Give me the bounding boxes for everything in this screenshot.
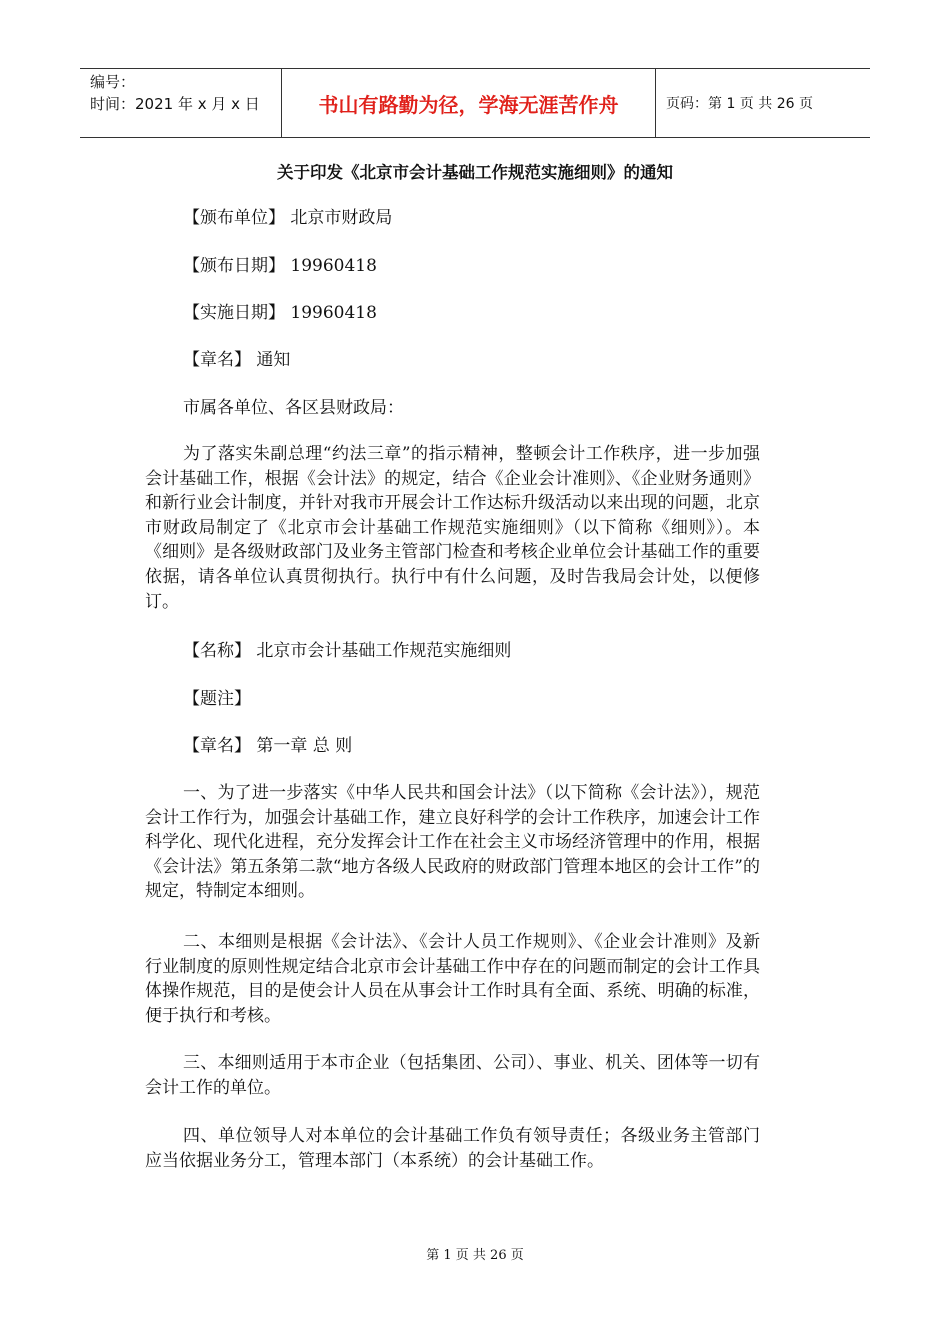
effective-date-line: 【实施日期】 19960418 [183, 303, 377, 323]
page-footer: 第 1 页 共 26 页 [426, 1248, 524, 1263]
issuer-line: 【颁布单位】 北京市财政局 [183, 208, 393, 228]
article-paragraph: 四、单位领导人对本单位的会计基础工作负有领导责任；各级业务主管部门应当依据业务分工，管理本部门（本系统）的会计基础工作。 [145, 1126, 760, 1171]
article-paragraph: 一、为了进一步落实《中华人民共和国会计法》（以下简称《会计法》），规范会计工作行为，加强会计基础工作，建立良好科学的会计工作秩序，加速会计工作科学化、现代化进程，充分发挥会计工作在社会主义市场经济管理中的作用，根据《会计法》第五条第二款“地方各级人民政府的财政部门管理本地区的会计工作”的规定，特制定本细则。 [145, 783, 760, 902]
name-line: 【名称】 北京市会计基础工作规范实施细则 [183, 641, 512, 661]
header-divider [655, 69, 656, 137]
note-line: 【题注】 [183, 689, 251, 709]
article-paragraph: 二、本细则是根据《会计法》、《会计人员工作规则》、《企业会计准则》及新行业制度的原则性规定结合北京市会计基础工作中存在的问题而制定的会计工作具体操作规范，目的是使会计人员在从事会计工作时具有全面、系统、明确的标准，便于执行和考核。 [145, 932, 760, 1026]
document-time-label: 时间：2021 年 x 月 x 日 [90, 95, 260, 113]
chapter-line: 【章名】 通知 [183, 350, 291, 370]
chapter-one-line: 【章名】 第一章 总 则 [183, 736, 353, 756]
intro-paragraph: 为了落实朱副总理“约法三章”的指示精神，整顿会计工作秩序，进一步加强会计基础工作，根据《会计法》的规定，结合《企业会计准则》、《企业财务通则》和新行业会计制度，并针对我市开展会计工作达标升级活动以来出现的问题，北京市财政局制定了《北京市会计基础工作规范实施细则》（以下简称《细则》）。本《细则》是各级财政部门及业务主管部门检查和考核企业单位会计基础工作的重要依据，请各单位认真贯彻执行。执行中有什么问题，及时告我局会计处，以便修订。 [145, 444, 760, 612]
header-motto: 书山有路勤为径，学海无涯苦作舟 [318, 93, 619, 117]
salutation: 市属各单位、各区县财政局： [183, 398, 404, 418]
page-header [80, 68, 870, 138]
issue-date-line: 【颁布日期】 19960418 [183, 256, 377, 276]
document-title: 关于印发《北京市会计基础工作规范实施细则》的通知 [277, 163, 673, 182]
header-left-cell [90, 71, 260, 115]
article-paragraph: 三、本细则适用于本市企业（包括集团、公司）、事业、机关、团体等一切有会计工作的单位。 [145, 1053, 760, 1098]
document-code-label: 编号： [90, 73, 136, 91]
header-page-info: 页码：第 1 页 共 26 页 [666, 96, 813, 112]
